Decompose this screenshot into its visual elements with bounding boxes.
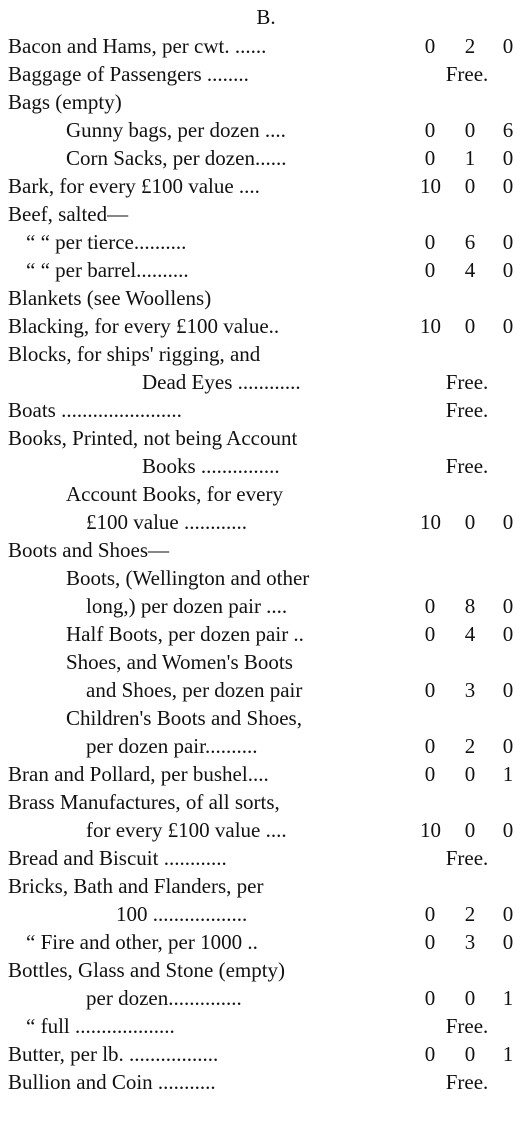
free-label: Free. bbox=[445, 454, 489, 478]
pounds-value: 0 bbox=[424, 622, 436, 646]
pounds-value: 0 bbox=[424, 230, 436, 254]
item-description: “ full ................... bbox=[26, 1014, 175, 1038]
pounds-value: 0 bbox=[424, 678, 436, 702]
tariff-line bbox=[0, 928, 532, 956]
pounds-value: 0 bbox=[424, 902, 436, 926]
pence-value: 6 bbox=[502, 118, 514, 142]
pounds-value: 0 bbox=[424, 734, 436, 758]
tariff-line bbox=[0, 872, 532, 900]
tariff-line bbox=[0, 32, 532, 60]
item-description: £100 value ............ bbox=[86, 510, 247, 534]
shillings-value: 1 bbox=[464, 146, 476, 170]
item-description: “ “ per tierce.......... bbox=[26, 230, 187, 254]
tariff-line bbox=[0, 564, 532, 592]
free-label: Free. bbox=[445, 846, 489, 870]
tariff-line bbox=[0, 480, 532, 508]
pence-value: 0 bbox=[502, 510, 514, 534]
item-description: and Shoes, per dozen pair bbox=[86, 678, 303, 702]
pounds-value: 10 bbox=[420, 314, 441, 338]
tariff-line bbox=[0, 228, 532, 256]
item-description: Bricks, Bath and Flanders, per bbox=[8, 874, 264, 898]
tariff-line bbox=[0, 592, 532, 620]
pence-value: 0 bbox=[502, 34, 514, 58]
pence-value: 0 bbox=[502, 174, 514, 198]
pounds-value: 0 bbox=[424, 762, 436, 786]
shillings-value: 8 bbox=[464, 594, 476, 618]
shillings-value: 0 bbox=[464, 762, 476, 786]
item-description: Account Books, for every bbox=[66, 482, 283, 506]
free-label: Free. bbox=[445, 1014, 489, 1038]
shillings-value: 3 bbox=[464, 930, 476, 954]
tariff-line bbox=[0, 760, 532, 788]
pence-value: 0 bbox=[502, 902, 514, 926]
tariff-line bbox=[0, 732, 532, 760]
pounds-value: 0 bbox=[424, 986, 436, 1010]
item-description: Baggage of Passengers ........ bbox=[8, 62, 249, 86]
item-description: Blocks, for ships' rigging, and bbox=[8, 342, 261, 366]
section-heading: B. bbox=[256, 5, 276, 29]
item-description: Half Boots, per dozen pair .. bbox=[66, 622, 304, 646]
item-description: Bottles, Glass and Stone (empty) bbox=[8, 958, 286, 982]
item-description: per dozen.............. bbox=[86, 986, 242, 1010]
pounds-value: 0 bbox=[424, 1042, 436, 1066]
shillings-value: 0 bbox=[464, 986, 476, 1010]
pence-value: 0 bbox=[502, 678, 514, 702]
tariff-line bbox=[0, 200, 532, 228]
shillings-value: 2 bbox=[464, 902, 476, 926]
item-description: Boats ....................... bbox=[8, 398, 182, 422]
tariff-line bbox=[0, 340, 532, 368]
item-description: Butter, per lb. ................. bbox=[8, 1042, 219, 1066]
pounds-value: 0 bbox=[424, 930, 436, 954]
shillings-value: 3 bbox=[464, 678, 476, 702]
tariff-line bbox=[0, 704, 532, 732]
tariff-line bbox=[0, 256, 532, 284]
item-description: Beef, salted— bbox=[8, 202, 129, 226]
pounds-value: 0 bbox=[424, 118, 436, 142]
item-description: Brass Manufactures, of all sorts, bbox=[8, 790, 280, 814]
item-description: Bags (empty) bbox=[8, 90, 122, 114]
item-description: Gunny bags, per dozen .... bbox=[66, 118, 286, 142]
pounds-value: 0 bbox=[424, 258, 436, 282]
tariff-line bbox=[0, 312, 532, 340]
tariff-line bbox=[0, 536, 532, 564]
pence-value: 0 bbox=[502, 818, 514, 842]
shillings-value: 4 bbox=[464, 622, 476, 646]
shillings-value: 2 bbox=[464, 734, 476, 758]
item-description: Children's Boots and Shoes, bbox=[66, 706, 302, 730]
item-description: per dozen pair.......... bbox=[86, 734, 258, 758]
shillings-value: 0 bbox=[464, 818, 476, 842]
free-label: Free. bbox=[445, 370, 489, 394]
shillings-value: 0 bbox=[464, 314, 476, 338]
pence-value: 0 bbox=[502, 734, 514, 758]
tariff-line bbox=[0, 984, 532, 1012]
pence-value: 0 bbox=[502, 314, 514, 338]
item-description: Dead Eyes ............ bbox=[142, 370, 301, 394]
item-description: Bullion and Coin ........... bbox=[8, 1070, 216, 1094]
tariff-line bbox=[0, 1040, 532, 1068]
item-description: Bacon and Hams, per cwt. ...... bbox=[8, 34, 267, 58]
item-description: “ “ per barrel.......... bbox=[26, 258, 189, 282]
tariff-line bbox=[0, 844, 532, 872]
shillings-value: 6 bbox=[464, 230, 476, 254]
shillings-value: 2 bbox=[464, 34, 476, 58]
pence-value: 0 bbox=[502, 230, 514, 254]
tariff-line bbox=[0, 956, 532, 984]
tariff-line bbox=[0, 508, 532, 536]
item-description: Books ............... bbox=[142, 454, 280, 478]
item-description: Blacking, for every £100 value.. bbox=[8, 314, 280, 338]
tariff-line bbox=[0, 788, 532, 816]
tariff-line bbox=[0, 676, 532, 704]
shillings-value: 0 bbox=[464, 1042, 476, 1066]
free-label: Free. bbox=[445, 62, 489, 86]
item-description: Blankets (see Woollens) bbox=[8, 286, 212, 310]
tariff-line bbox=[0, 368, 532, 396]
free-label: Free. bbox=[445, 398, 489, 422]
item-description: Boots, (Wellington and other bbox=[66, 566, 310, 590]
item-description: Corn Sacks, per dozen...... bbox=[66, 146, 287, 170]
pounds-value: 10 bbox=[420, 818, 441, 842]
tariff-line bbox=[0, 60, 532, 88]
pence-value: 0 bbox=[502, 258, 514, 282]
tariff-line bbox=[0, 648, 532, 676]
item-description: long,) per dozen pair .... bbox=[86, 594, 288, 618]
pence-value: 0 bbox=[502, 594, 514, 618]
shillings-value: 0 bbox=[464, 174, 476, 198]
item-description: Books, Printed, not being Account bbox=[8, 426, 298, 450]
item-description: Shoes, and Women's Boots bbox=[66, 650, 293, 674]
pence-value: 0 bbox=[502, 622, 514, 646]
pence-value: 1 bbox=[502, 986, 514, 1010]
shillings-value: 0 bbox=[464, 510, 476, 534]
tariff-line bbox=[0, 620, 532, 648]
tariff-line bbox=[0, 1068, 532, 1096]
tariff-line bbox=[0, 144, 532, 172]
tariff-line bbox=[0, 284, 532, 312]
tariff-line bbox=[0, 816, 532, 844]
item-description: 100 .................. bbox=[116, 902, 248, 926]
tariff-line bbox=[0, 1012, 532, 1040]
tariff-line bbox=[0, 172, 532, 200]
item-description: Boots and Shoes— bbox=[8, 538, 170, 562]
item-description: “ Fire and other, per 1000 .. bbox=[26, 930, 258, 954]
tariff-line bbox=[0, 424, 532, 452]
pounds-value: 0 bbox=[424, 146, 436, 170]
shillings-value: 4 bbox=[464, 258, 476, 282]
pounds-value: 0 bbox=[424, 594, 436, 618]
shillings-value: 0 bbox=[464, 118, 476, 142]
pence-value: 0 bbox=[502, 146, 514, 170]
tariff-line bbox=[0, 396, 532, 424]
free-label: Free. bbox=[445, 1070, 489, 1094]
pounds-value: 10 bbox=[420, 510, 441, 534]
pence-value: 1 bbox=[502, 1042, 514, 1066]
pounds-value: 10 bbox=[420, 174, 441, 198]
tariff-line bbox=[0, 116, 532, 144]
pence-value: 0 bbox=[502, 930, 514, 954]
tariff-line bbox=[0, 452, 532, 480]
item-description: Bran and Pollard, per bushel.... bbox=[8, 762, 269, 786]
item-description: Bark, for every £100 value .... bbox=[8, 174, 260, 198]
tariff-line bbox=[0, 900, 532, 928]
item-description: for every £100 value .... bbox=[86, 818, 287, 842]
item-description: Bread and Biscuit ............ bbox=[8, 846, 227, 870]
tariff-line bbox=[0, 88, 532, 116]
pounds-value: 0 bbox=[424, 34, 436, 58]
pence-value: 1 bbox=[502, 762, 514, 786]
